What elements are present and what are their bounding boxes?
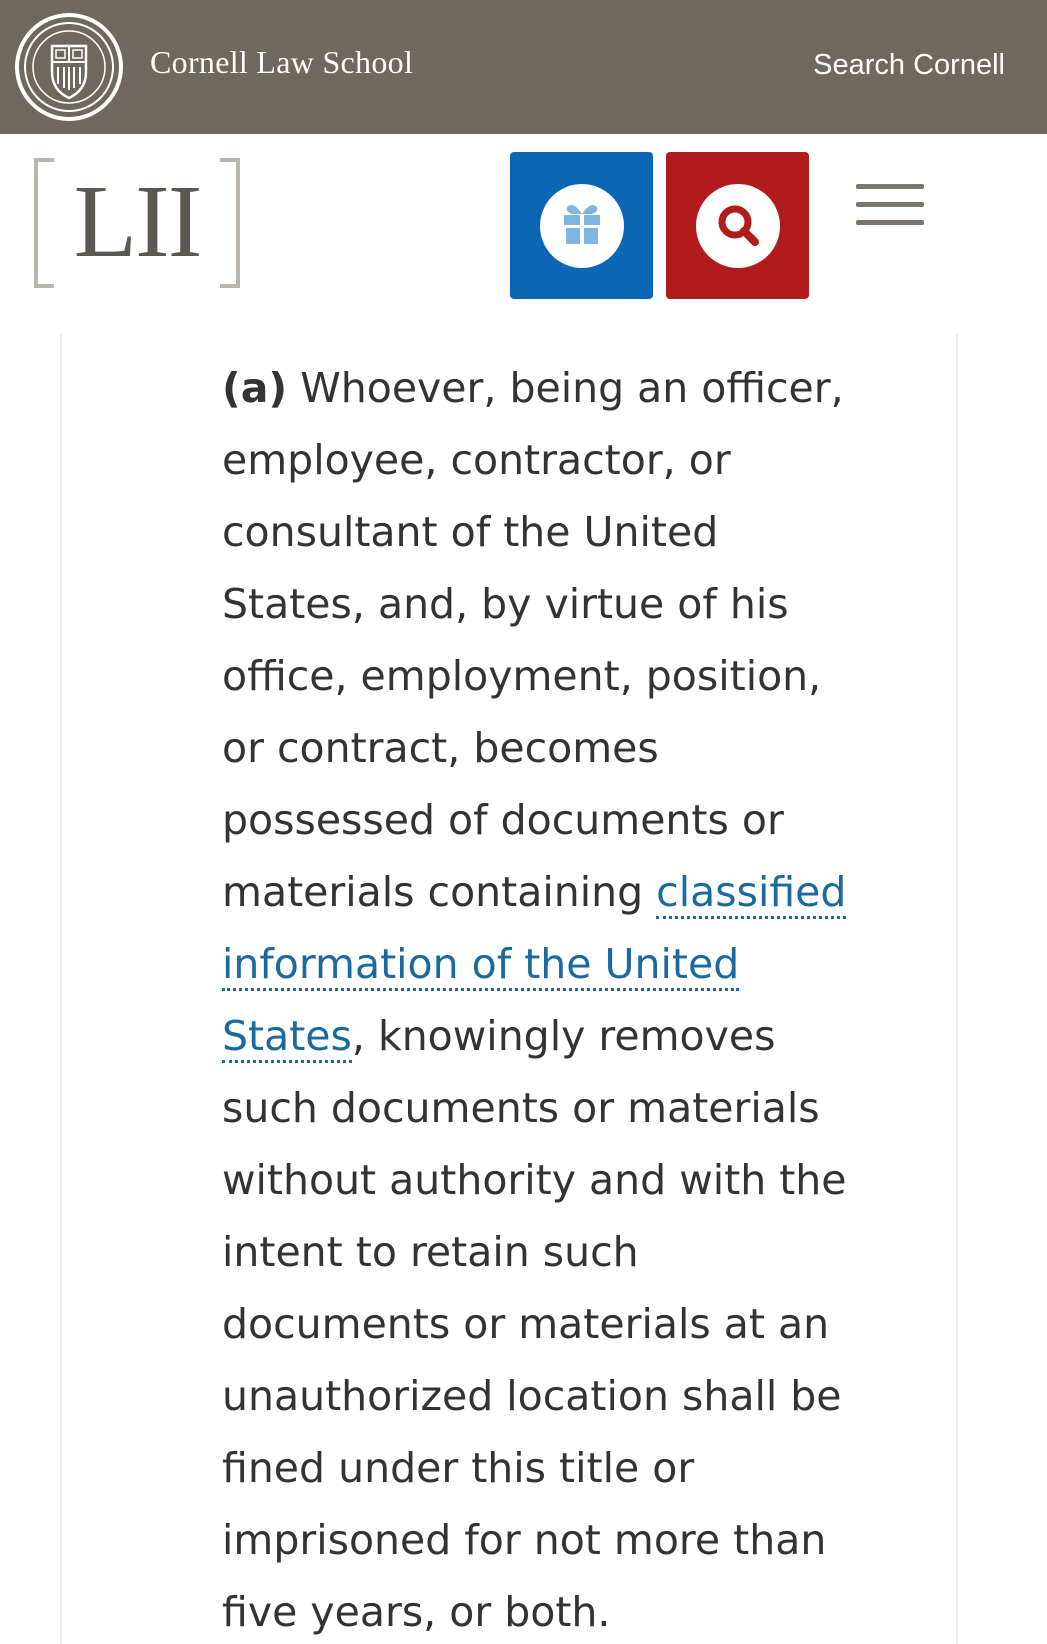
cornell-seal-icon[interactable] (14, 12, 124, 122)
donate-button[interactable] (510, 152, 653, 299)
statute-paragraph (222, 352, 862, 1644)
gift-icon (540, 184, 624, 268)
logo-text: LII (73, 164, 201, 279)
cornell-law-school-link[interactable]: Cornell Law School (150, 44, 414, 80)
statute-text-before-link: Whoever, being an officer, employee, contractor, or consultant of the United States, and, by virtue of his office, employment, position, or contract, becomes possessed of documents or materials containing (222, 364, 844, 916)
hamburger-menu-icon[interactable] (856, 184, 924, 230)
search-button[interactable] (666, 152, 809, 299)
menu-line (856, 202, 924, 207)
lii-logo[interactable] (34, 158, 240, 292)
menu-line (856, 220, 924, 225)
content-card (60, 334, 958, 1644)
classified-information-link[interactable]: classified information of the United States (222, 868, 846, 1063)
search-icon (696, 184, 780, 268)
lii-header (0, 134, 1047, 304)
statute-text-after-link: , knowingly removes such documents or materials without authority and with the intent to retain such documents or materials at an unauthorized location shall be fined under this title or imprisoned for not more than five years, or both. (222, 1012, 847, 1636)
cornell-bar (0, 0, 1047, 134)
search-cornell-link[interactable]: Search Cornell (813, 49, 1005, 81)
paragraph-label: (a) (222, 364, 288, 412)
logo-right-bracket (220, 158, 240, 288)
menu-line (856, 184, 924, 189)
